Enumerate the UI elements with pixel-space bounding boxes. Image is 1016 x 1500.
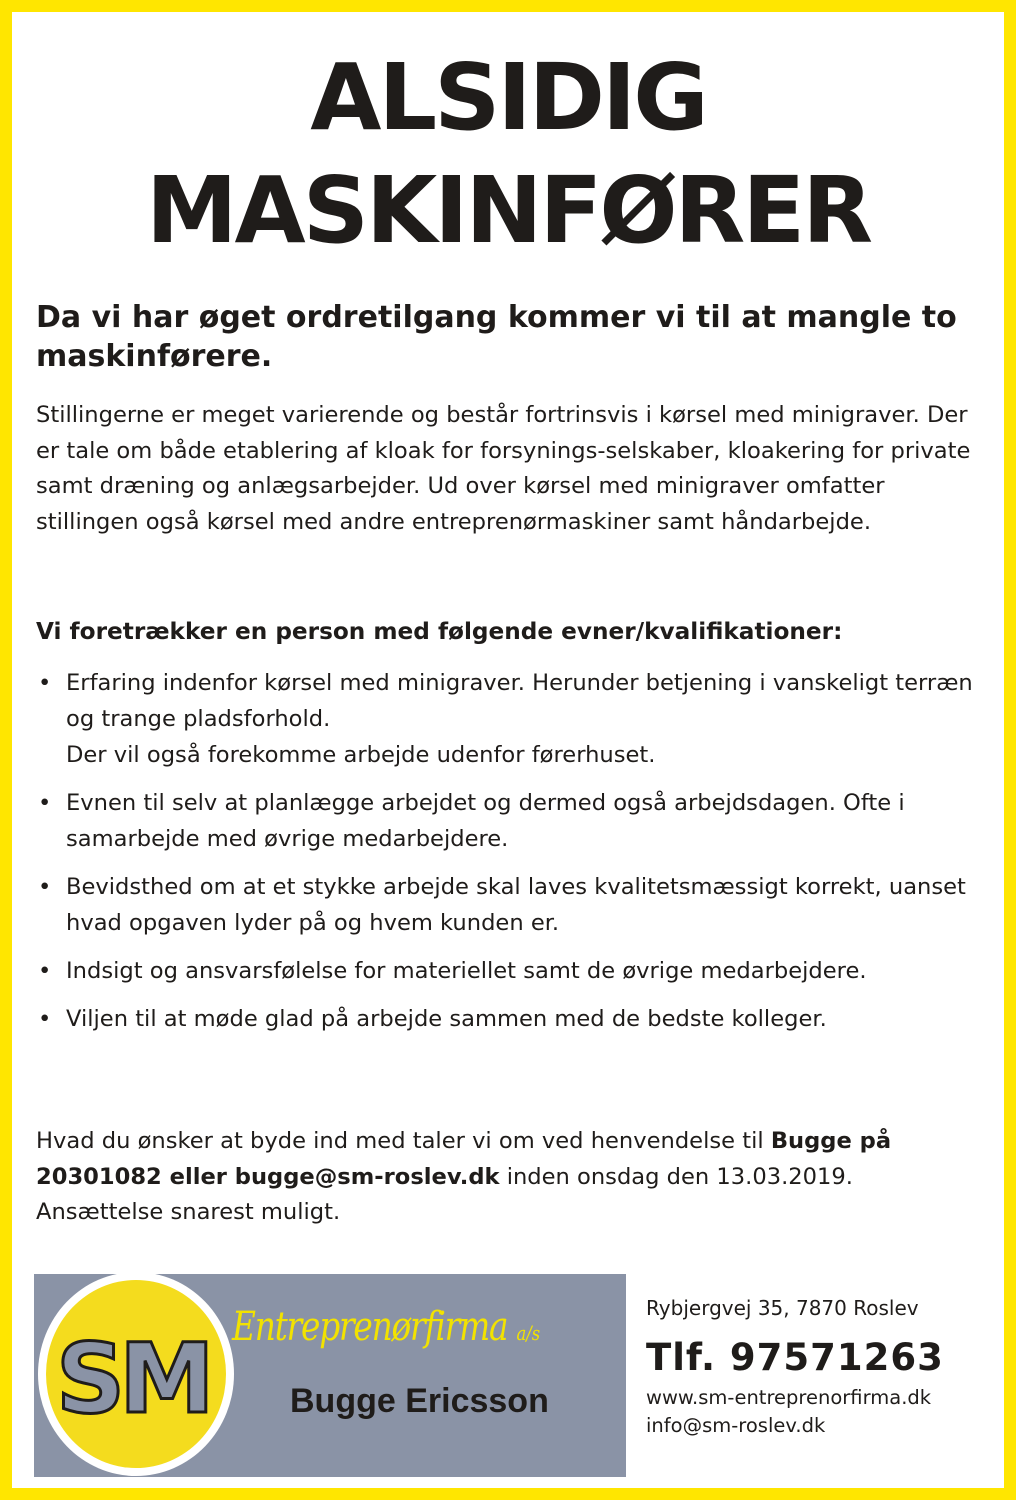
closing-text-2: inden onsdag den 13.03.2019. Ansættelse snarest muligt. (36, 1163, 853, 1225)
list-item-text: Erfaring indenfor kørsel med minigraver. Herunder betjening i vanskeligt terræn og trange pladsforhold. (66, 670, 973, 732)
list-item-text: Viljen til at møde glad på arbejde sammen med de bedste kolleger. (66, 1006, 827, 1032)
closing-paragraph (36, 1124, 986, 1231)
company-email-link[interactable]: info@sm-roslev.dk (646, 1414, 826, 1437)
logo-letters: SM (56, 1323, 209, 1435)
lead-paragraph: Da vi har øget ordretilgang kommer vi til at mangle to maskinførere. (36, 300, 957, 374)
qualifications-heading: Vi foretrækker en person med følgende evner/kvalifikationer: (36, 618, 843, 645)
company-phone[interactable]: Tlf. 97571263 (646, 1336, 944, 1379)
contact-person-line[interactable]: Bugge på 20301082 eller bugge@sm-roslev.dk (36, 1128, 892, 1190)
firm-name (232, 1304, 552, 1350)
list-item (36, 1001, 986, 1037)
bullet-icon: • (38, 790, 52, 816)
closing-text-1: Hvad du ønsker at byde ind med taler vi om ved henvendelse til (36, 1128, 771, 1154)
list-item-text-extra: Der vil også forekomme arbejde udenfor førerhuset. (66, 742, 656, 768)
sm-logo-icon (34, 1270, 234, 1480)
bullet-icon: • (38, 874, 52, 900)
qualifications-list (36, 665, 986, 1049)
owner-name: Bugge Ericsson (290, 1382, 549, 1420)
firm-suffix: a/s (516, 1321, 541, 1345)
list-item-text: Indsigt og ansvarsfølelse for materiellet samt de øvrige medarbejdere. (66, 958, 867, 984)
headline-line-2: MASKINFØRER (145, 157, 871, 264)
firm-name-text: Entreprenørfirma (232, 1304, 508, 1350)
bullet-icon: • (38, 958, 52, 984)
list-item-text: Evnen til selv at planlægge arbejdet og dermed også arbejdsdagen. Ofte i samarbejde med øvrige medarbejdere. (66, 790, 905, 852)
list-item-text: Bevidsthed om at et stykke arbejde skal laves kvalitetsmæssigt korrekt, uanset hvad opgaven lyder på og hvem kunden er. (66, 874, 966, 936)
job-description: Stillingerne er meget varierende og består fortrinsvis i kørsel med minigraver. Der er tale om både etablering af kloak for forsynings-selskaber, kloakering for private samt dræning og anlægsarbejder. Ud over kørsel med minigraver omfatter stillingen også kørsel med andre entreprenørmaskiner samt håndarbejde. (36, 402, 971, 535)
list-item (36, 953, 986, 989)
list-item (36, 869, 986, 941)
list-item (36, 665, 986, 773)
list-item (36, 785, 986, 857)
company-address: Rybjergvej 35, 7870 Roslev (646, 1296, 919, 1320)
headline-line-1: ALSIDIG (310, 44, 706, 151)
bullet-icon: • (38, 670, 52, 696)
bullet-icon: • (38, 1006, 52, 1032)
company-website-link[interactable]: www.sm-entreprenorfirma.dk (646, 1386, 932, 1409)
